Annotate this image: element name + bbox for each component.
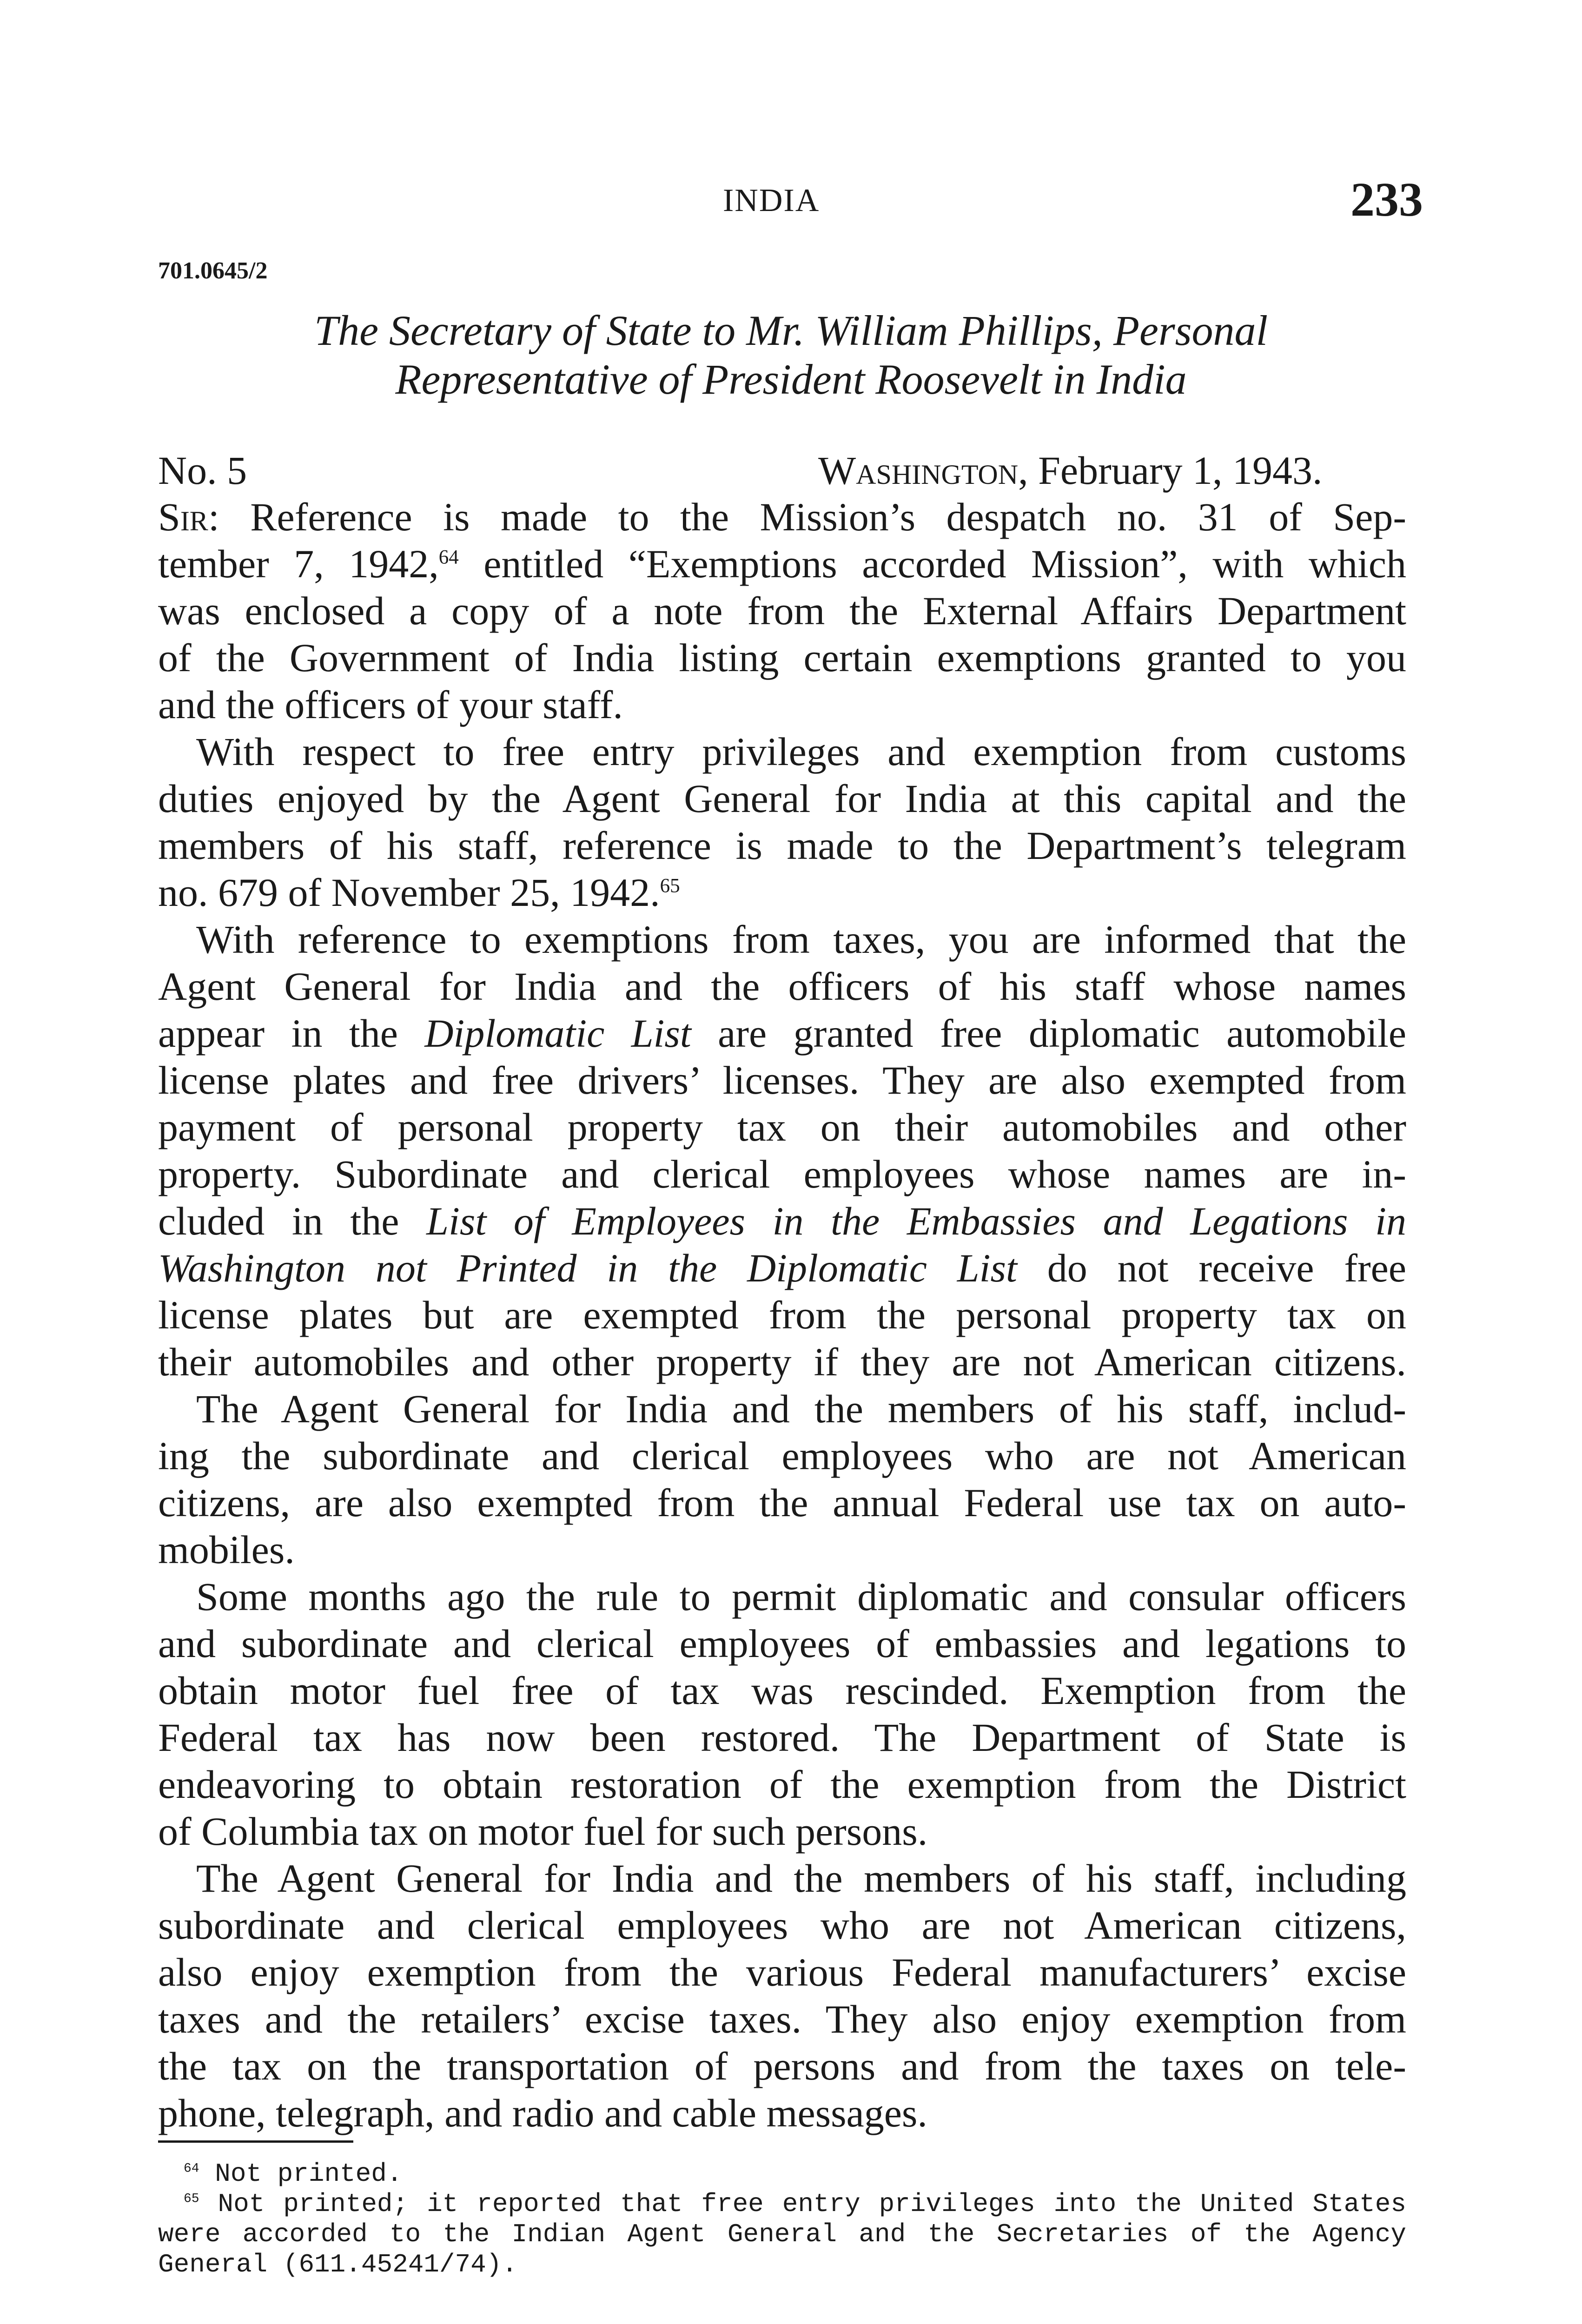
employees-list-title-cont: Washington not Printed in the Diplomatic List bbox=[158, 1246, 1017, 1290]
paragraph-6-line: the tax on the transportation of persons and from the taxes on tele- bbox=[158, 2044, 1406, 2088]
footnote-ref-64: 64 bbox=[438, 546, 459, 568]
text-run: cluded in the bbox=[158, 1199, 427, 1243]
footnote-text: Not printed. bbox=[199, 2159, 403, 2189]
dateline bbox=[818, 447, 1323, 494]
paragraph-5-line: Federal tax has now been restored. The Department of State is bbox=[158, 1715, 1406, 1760]
dateline-date: , February 1, 1943. bbox=[1018, 448, 1323, 493]
running-head: INDIA bbox=[723, 183, 820, 218]
paragraph-2-line: With respect to free entry privileges and exemption from customs bbox=[196, 729, 1406, 774]
paragraph-1-line: and the officers of your staff. bbox=[158, 682, 623, 727]
footnote-65-line: were accorded to the Indian Agent General and the Secretaries of the Agency bbox=[158, 2219, 1406, 2249]
paragraph-2-line: duties enjoyed by the Agent General for India at this capital and the bbox=[158, 776, 1406, 821]
paragraph-5-line: and subordinate and clerical employees of embassies and legations to bbox=[158, 1621, 1406, 1666]
paragraph-3-line: With reference to exemptions from taxes, you are informed that the bbox=[196, 917, 1406, 962]
text-run: appear in the bbox=[158, 1011, 425, 1056]
paragraph-3-line: their automobiles and other property if they are not American citizens. bbox=[158, 1340, 1406, 1384]
paragraph-5-line: endeavoring to obtain restoration of the exemption from the District bbox=[158, 1762, 1406, 1807]
paragraph-5-line: obtain motor fuel free of tax was rescinded. Exemption from the bbox=[158, 1668, 1406, 1713]
paragraph-2-line bbox=[158, 869, 680, 916]
paragraph-2-line: members of his staff, reference is made to the Department’s telegram bbox=[158, 823, 1406, 868]
document-number: No. 5 bbox=[158, 448, 247, 493]
text-run: tember 7, 1942, bbox=[158, 541, 439, 586]
paragraph-3-line: license plates and free drivers’ licenses. They are also exempted from bbox=[158, 1058, 1406, 1103]
text-run: entitled “Exemptions accorded Mission”, with which bbox=[458, 541, 1406, 586]
employees-list-title: List of Employees in the Embassies and Legations in bbox=[426, 1199, 1407, 1243]
diplomatic-list-title: Diplomatic List bbox=[424, 1011, 691, 1056]
text-run: are granted free diplomatic automobile bbox=[691, 1011, 1407, 1056]
paragraph-3-line: Agent General for India and the officers of his staff whose names bbox=[158, 964, 1406, 1009]
paragraph-6-line: taxes and the retailers’ excise taxes. They also enjoy exemption from bbox=[158, 1997, 1406, 2041]
paragraph-4-line: ing the subordinate and clerical employees who are not American bbox=[158, 1433, 1406, 1478]
document-heading-line-2: Representative of President Roosevelt in India bbox=[395, 356, 1187, 403]
footnote-64 bbox=[184, 2159, 402, 2189]
footnote-mark-64: 64 bbox=[184, 2161, 199, 2176]
paragraph-1-line bbox=[158, 494, 1406, 540]
paragraph-3-line bbox=[158, 1198, 1406, 1244]
document-heading-line-1: The Secretary of State to Mr. William Phillips, Personal bbox=[314, 307, 1268, 354]
dateline-place: Washington bbox=[818, 448, 1019, 493]
paragraph-3-line: payment of personal property tax on their automobiles and other bbox=[158, 1105, 1406, 1149]
footnote-divider bbox=[158, 2140, 353, 2143]
paragraph-1-line bbox=[158, 541, 1406, 587]
footnote-65-line bbox=[184, 2189, 1406, 2219]
paragraph-3-line: license plates but are exempted from the personal property tax on bbox=[158, 1293, 1406, 1337]
paragraph-6-line: subordinate and clerical employees who are not American citizens, bbox=[158, 1903, 1406, 1948]
paragraph-3-line bbox=[158, 1245, 1406, 1291]
paragraph-5-line: of Columbia tax on motor fuel for such persons. bbox=[158, 1809, 928, 1854]
text-run: no. 679 of November 25, 1942. bbox=[158, 870, 660, 915]
footnote-mark-65: 65 bbox=[184, 2192, 199, 2206]
footnote-ref-65: 65 bbox=[660, 875, 680, 897]
text-run: do not receive free bbox=[1017, 1246, 1406, 1290]
paragraph-4-line: The Agent General for India and the members of his staff, includ- bbox=[196, 1386, 1406, 1431]
paragraph-4-line: citizens, are also exempted from the annual Federal use tax on auto- bbox=[158, 1480, 1406, 1525]
paragraph-3-line: property. Subordinate and clerical employees whose names are in- bbox=[158, 1152, 1406, 1196]
paragraph-3-line bbox=[158, 1010, 1406, 1056]
footnote-text: Not printed; it reported that free entry privileges into the United States bbox=[199, 2189, 1406, 2219]
paragraph-6-line: The Agent General for India and the members of his staff, including bbox=[196, 1856, 1406, 1901]
text-run: : Reference is made to the Mission’s despatch no. 31 of Sep- bbox=[208, 495, 1406, 539]
page-number: 233 bbox=[1350, 173, 1423, 226]
paragraph-1-line: was enclosed a copy of a note from the External Affairs Department bbox=[158, 588, 1406, 633]
paragraph-6-line: also enjoy exemption from the various Federal manufacturers’ excise bbox=[158, 1950, 1406, 1994]
salutation: Sir bbox=[158, 495, 208, 539]
footnote-65-line: General (611.45241/74). bbox=[158, 2250, 517, 2279]
paragraph-5-line: Some months ago the rule to permit diplomatic and consular officers bbox=[196, 1574, 1406, 1619]
paragraph-6-line: phone, telegraph, and radio and cable messages. bbox=[158, 2091, 927, 2135]
paragraph-1-line: of the Government of India listing certain exemptions granted to you bbox=[158, 635, 1406, 680]
paragraph-4-line: mobiles. bbox=[158, 1527, 295, 1572]
file-number: 701.0645/2 bbox=[158, 257, 268, 284]
